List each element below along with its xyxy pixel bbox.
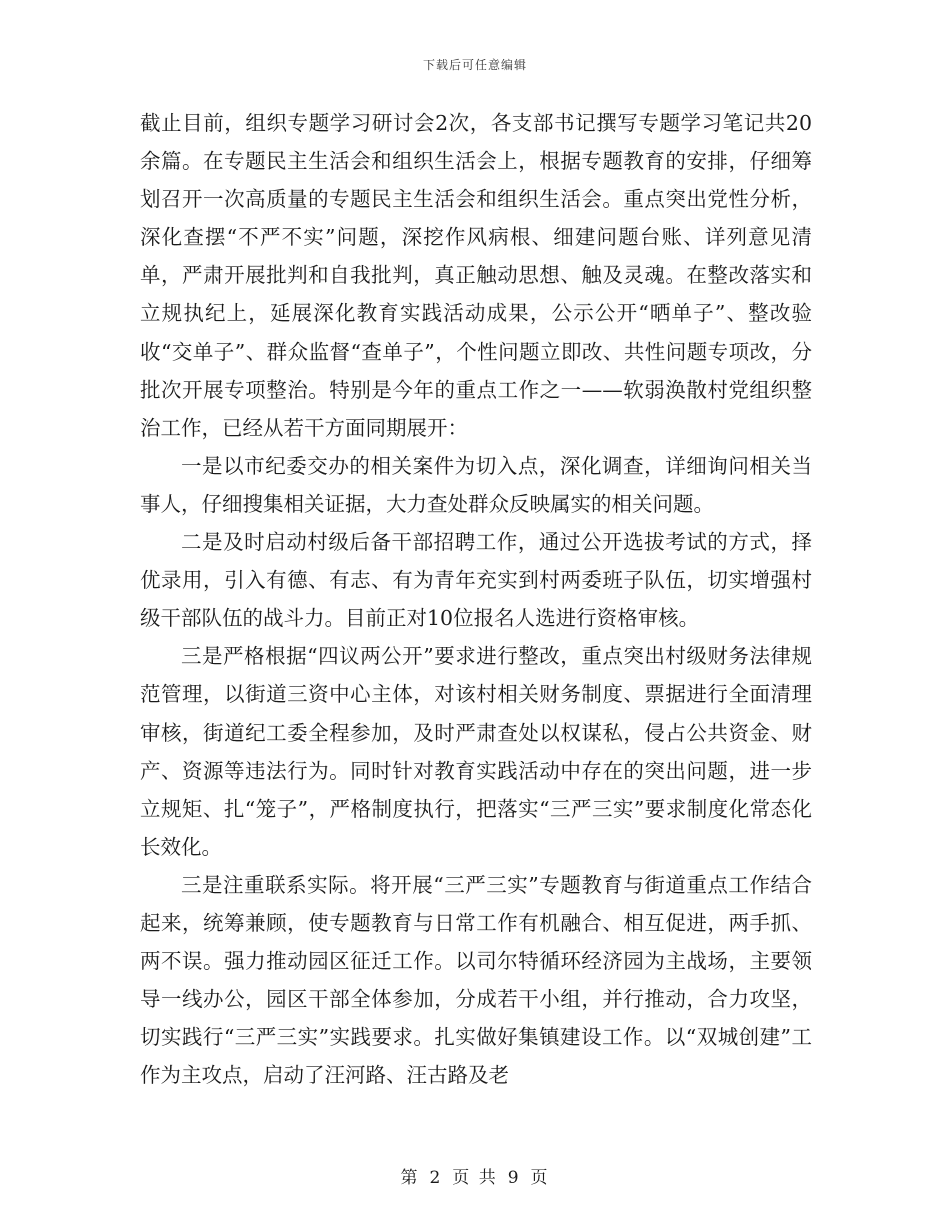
paragraph-intro: 截止目前，组织专题学习研讨会2次，各支部书记撰写专题学习笔记共20余篇。在专题民主生活会和组织生活会上，根据专题教育的安排，仔细筹划召开一次高质量的专题民主生活会和组织生活会。重点突出党性分析，深化查摆“不严不实”问题，深挖作风病根、细建问题台账、详列意见清单，严肃开展批判和自我批判，真正触动思想、触及灵魂。在整改落实和立规执纪上，延展深化教育实践活动成果，公示公开“晒单子”、整改验收“交单子”、群众监督“查单子”，个性问题立即改、共性问题专项改，分批次开展专项整治。特别是今年的重点工作之一——软弱涣散村党组织整治工作，已经从若干方面同期展开： — [140, 111, 812, 440]
total-page-count: 9 — [507, 1168, 521, 1188]
current-page-number: 2 — [429, 1168, 443, 1188]
footer-middle: 页 共 — [452, 1168, 498, 1188]
paragraph-item-4: 三是注重联系实际。将开展“三严三实”专题教育与街道重点工作结合起来，统筹兼顾，使专题教育与日常工作有机融合、相互促进，两手抓、两不误。强力推动园区征迁工作。以司尔特循环经济园为主战场，主要领导一线办公，园区干部全体参加，分成若干小组，并行推动，合力攻坚，切实践行“三严三实”实践要求。扎实做好集镇建设工作。以“双城创建”工作为主攻点，启动了汪河路、汪古路及老 — [140, 872, 812, 1088]
paragraph-item-1: 一是以市纪委交办的相关案件为切入点，深化调查，详细询问相关当事人，仔细搜集相关证据，大力查处群众反映属实的相关问题。 — [140, 453, 812, 516]
page-footer — [0, 1163, 950, 1188]
document-body — [140, 104, 812, 1094]
paragraph-item-3: 三是严格根据“四议两公开”要求进行整改，重点突出村级财务法律规范管理，以街道三资中心主体，对该村相关财务制度、票据进行全面清理审核，街道纪工委全程参加，及时严肃查处以权谋私，侵占公共资金、财产、资源等违法行为。同时针对教育实践活动中存在的突出问题，进一步立规矩、扎“笼子”，严格制度执行，把落实“三严三实”要求制度化常态化长效化。 — [140, 644, 812, 859]
footer-prefix: 第 — [400, 1168, 420, 1188]
page-header: 下载后可任意编辑 — [422, 58, 527, 72]
paragraph-item-2: 二是及时启动村级后备干部招聘工作，通过公开选拔考试的方式，择优录用，引入有德、有志、有为青年充实到村两委班子队伍，切实增强村级干部队伍的战斗力。目前正对10位报名人选进行资格审核。 — [140, 530, 812, 631]
footer-suffix: 页 — [530, 1168, 550, 1188]
